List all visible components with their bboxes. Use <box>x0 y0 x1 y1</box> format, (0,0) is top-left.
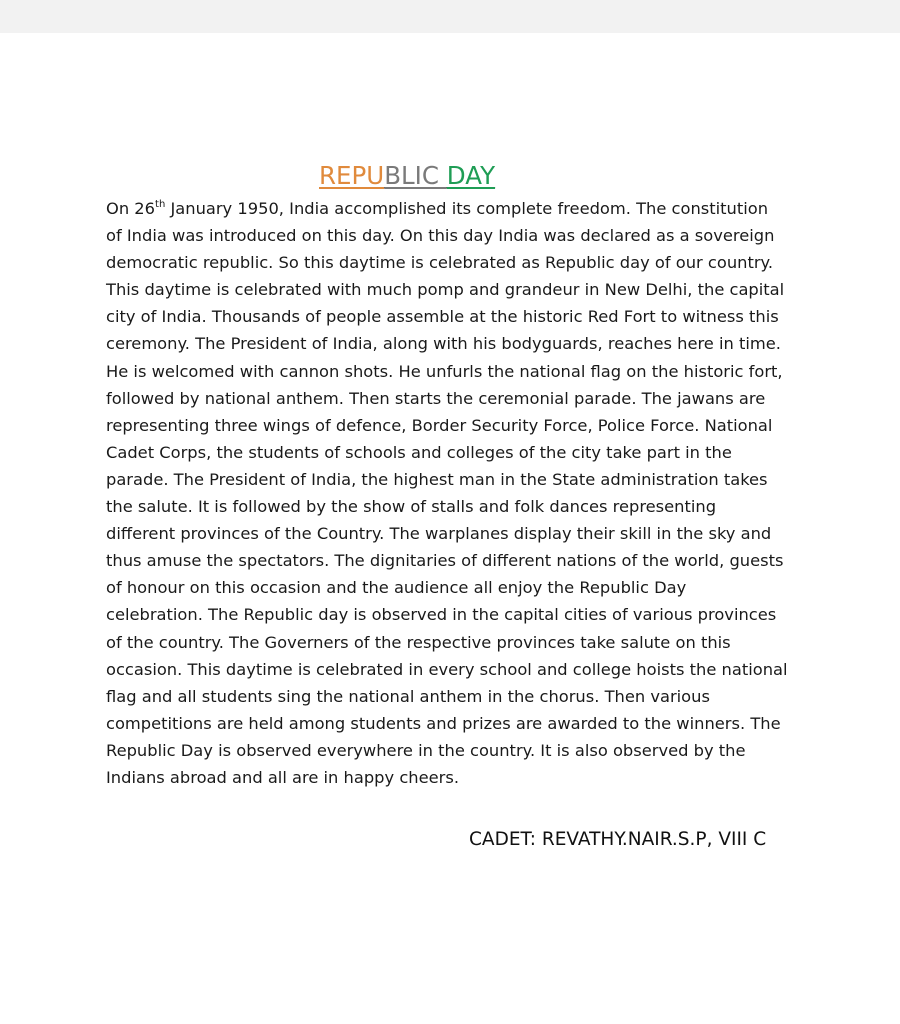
essay-line: He is welcomed with cannon shots. He unfurls the national flag on the historic fort, <box>106 361 783 381</box>
essay-line: democratic republic. So this daytime is celebrated as Republic day of our country. <box>106 253 774 273</box>
essay-line: representing three wings of defence, Border Security Force, Police Force. National <box>106 415 773 435</box>
essay-line: of India was introduced on this day. On this day India was declared as a sovereign <box>106 226 775 246</box>
essay-line: thus amuse the spectators. The dignitaries of different nations of the world, guests <box>106 551 784 571</box>
top-gray-strip <box>0 0 900 33</box>
essay-line: Indians abroad and all are in happy cheers. <box>106 767 459 787</box>
title-segment-repu: REPU <box>319 161 385 190</box>
essay-line: Republic Day is observed everywhere in the country. It is also observed by the <box>106 740 746 760</box>
intro-superscript: th <box>155 199 166 210</box>
author-signature: CADET: REVATHY.NAIR.S.P, VIII C <box>469 829 767 850</box>
page-title <box>319 160 495 192</box>
essay-line: parade. The President of India, the highest man in the State administration takes <box>106 469 768 489</box>
essay-line: of honour on this occasion and the audience all enjoy the Republic Day <box>106 578 687 598</box>
essay-line: competitions are held among students and prizes are awarded to the winners. The <box>106 713 781 733</box>
intro-prefix: On 26 <box>106 199 156 218</box>
essay-line: the salute. It is followed by the show of stalls and folk dances representing <box>106 497 717 517</box>
essay-line: This daytime is celebrated with much pomp and grandeur in New Delhi, the capital <box>106 280 785 300</box>
title-segment-day: DAY <box>446 161 496 190</box>
essay-line-intro <box>106 195 806 222</box>
essay-line: followed by national anthem. Then starts the ceremonial parade. The jawans are <box>106 388 766 408</box>
essay-line: of the country. The Governers of the respective provinces take salute on this <box>106 632 731 652</box>
essay-line: ceremony. The President of India, along with his bodyguards, reaches here in time. <box>106 334 781 354</box>
essay-line: celebration. The Republic day is observed in the capital cities of various provinces <box>106 605 777 625</box>
essay-body <box>106 195 806 791</box>
intro-suffix: January 1950, India accomplished its complete freedom. The constitution <box>165 199 769 218</box>
essay-line: city of India. Thousands of people assemble at the historic Red Fort to witness this <box>106 307 779 327</box>
title-segment-blic: BLIC <box>384 161 447 190</box>
essay-line: occasion. This daytime is celebrated in every school and college hoists the national <box>106 659 788 679</box>
essay-line: Cadet Corps, the students of schools and colleges of the city take part in the <box>106 442 732 462</box>
essay-line: different provinces of the Country. The warplanes display their skill in the sky and <box>106 524 772 544</box>
essay-line: flag and all students sing the national anthem in the chorus. Then various <box>106 686 710 706</box>
